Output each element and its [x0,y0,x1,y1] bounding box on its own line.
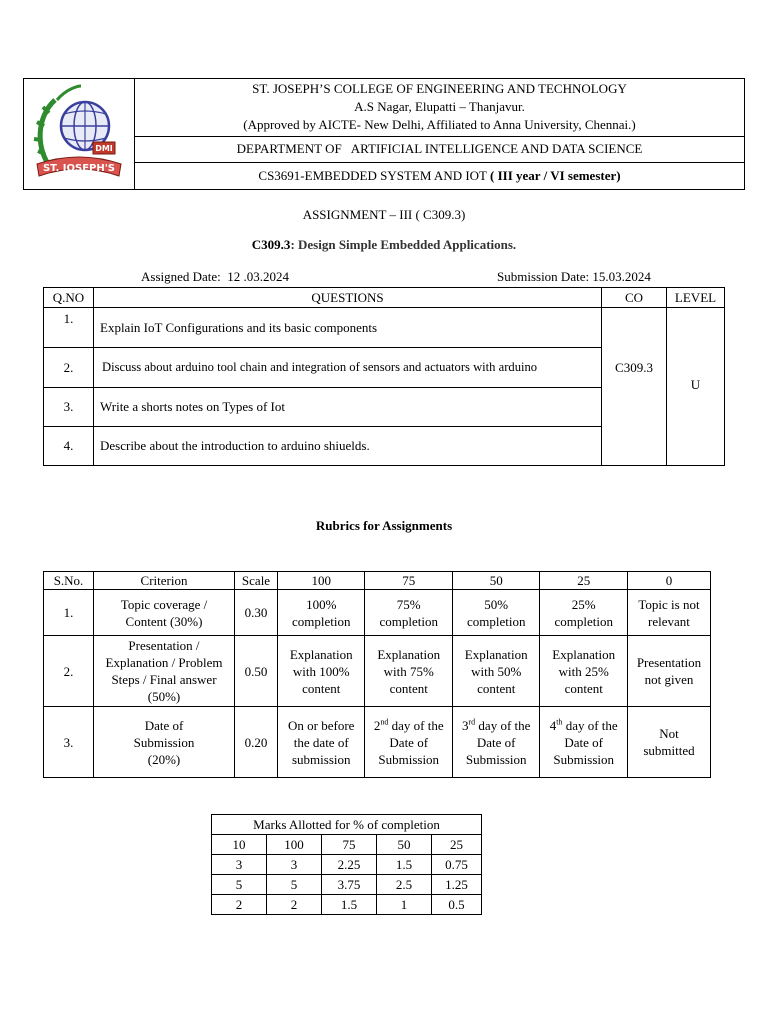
co-code: C309.3 [251,237,291,252]
rubric-header-50: 50 [452,572,539,590]
rubric-criterion: Topic coverage / Content (30%) [94,590,235,636]
college-name: ST. JOSEPH’S COLLEGE OF ENGINEERING AND TECHNOLOGY [252,81,627,97]
marks-cell: 1.5 [322,895,377,915]
marks-cell: 1 [377,895,432,915]
rubric-sno: 1. [44,590,94,636]
marks-header: 100 [267,835,322,855]
rubric-25 [540,707,627,778]
table-row [44,636,711,707]
marks-cell: 2.5 [377,875,432,895]
ordinal-text: day of the Date of Submission [553,717,618,767]
table-row [212,895,482,915]
rubric-75: Explanation with 75% content [365,636,452,707]
marks-cell: 1.5 [377,855,432,875]
rubric-header-75: 75 [365,572,452,590]
rubric-50 [452,707,539,778]
course-title [135,162,745,189]
question-text: Describe about the introduction to arduino shiuelds. [94,427,602,466]
rubric-50: 50% completion [452,590,539,636]
marks-cell: 2 [212,895,267,915]
svg-text:DMI: DMI [95,144,113,153]
marks-cell: 2 [267,895,322,915]
ordinal-text: day of the Date of Submission [378,717,444,767]
college-address: A.S Nagar, Elupatti – Thanjavur. [354,99,525,115]
rubrics-table [43,571,711,778]
rubric-header-25: 25 [540,572,627,590]
rubric-100: On or before the date of submission [278,707,365,778]
marks-header: 50 [377,835,432,855]
header-qno: Q.NO [44,288,94,308]
rubric-criterion: Presentation / Explanation / Problem Steps / Final answer (50%) [94,636,235,707]
svg-text:ST. JOSEPH'S: ST. JOSEPH'S [42,163,116,174]
rubric-75: 75% completion [365,590,452,636]
rubric-0: Topic is not relevant [627,590,710,636]
rubric-scale: 0.30 [235,590,278,636]
marks-cell: 5 [267,875,322,895]
marks-cell: 5 [212,875,267,895]
rubric-100: 100% completion [278,590,365,636]
ordinal-number: 2 [373,717,381,733]
table-row [44,707,711,778]
rubric-50: Explanation with 50% content [452,636,539,707]
marks-header: 75 [322,835,377,855]
marks-cell: 3.75 [322,875,377,895]
marks-title: Marks Allotted for % of completion [212,815,482,835]
rubric-header-sno: S.No. [44,572,94,590]
marks-cell: 3 [267,855,322,875]
marks-header: 25 [432,835,482,855]
rubric-0: Not submitted [627,707,710,778]
rubric-sno: 3. [44,707,94,778]
table-row [212,875,482,895]
question-text: Discuss about arduino tool chain and integration of sensors and actuators with arduino [94,348,602,388]
rubric-25: Explanation with 25% content [540,636,627,707]
co-value: C309.3 [602,308,667,466]
college-logo-cell [24,79,135,190]
ordinal-suffix: rd [468,717,476,727]
ordinal-suffix: th [556,717,563,727]
course-year: ( III year / VI semester) [490,167,621,183]
college-header-table [23,78,745,190]
rubric-criterion [94,707,235,778]
marks-cell: 2.25 [322,855,377,875]
rubric-scale: 0.20 [235,707,278,778]
marks-cell: 3 [212,855,267,875]
questions-table [43,287,725,466]
marks-cell: 0.75 [432,855,482,875]
question-text: Explain IoT Configurations and its basic components [94,308,602,348]
ordinal-suffix: nd [380,717,389,727]
rubric-sno: 2. [44,636,94,707]
marks-header: 10 [212,835,267,855]
header-co: CO [602,288,667,308]
marks-cell: 0.5 [432,895,482,915]
criterion-line: Submission [133,734,195,750]
table-row [44,308,725,348]
college-approval: (Approved by AICTE- New Delhi, Affiliated to Anna University, Chennai.) [243,117,636,133]
question-text: Write a shorts notes on Types of Iot [94,388,602,427]
rubric-25: 25% completion [540,590,627,636]
rubric-scale: 0.50 [235,636,278,707]
rubric-75 [365,707,452,778]
rubric-header-0: 0 [627,572,710,590]
co-text: : Design Simple Embedded Applications. [290,237,517,252]
question-number: 2. [44,348,94,388]
rubric-header-criterion: Criterion [94,572,235,590]
marks-cell: 1.25 [432,875,482,895]
course-code: CS3691-EMBEDDED SYSTEM AND IOT [258,167,491,183]
co-description [0,237,768,253]
header-level: LEVEL [667,288,725,308]
college-info-cell [135,79,745,137]
criterion-line: (20%) [147,751,181,767]
criterion-line: Date of [144,717,184,733]
assigned-date: Assigned Date: 12 .03.2024 [141,269,290,284]
assignment-title: ASSIGNMENT – III ( C309.3) [302,207,466,222]
question-number: 3. [44,388,94,427]
header-questions: QUESTIONS [94,288,602,308]
rubric-0: Presentation not given [627,636,710,707]
table-row [212,855,482,875]
rubric-100: Explanation with 100% content [278,636,365,707]
rubric-header-scale: Scale [235,572,278,590]
rubric-header-100: 100 [278,572,365,590]
ordinal-text: day of the Date of Submission [465,717,531,767]
ordinal-number: 4 [549,717,557,733]
table-row [44,590,711,636]
question-number: 1. [44,308,94,348]
ordinal-number: 3 [462,717,469,733]
question-number: 4. [44,427,94,466]
level-value: U [667,308,725,466]
submission-date: Submission Date: 15.03.2024 [497,269,651,284]
rubrics-title: Rubrics for Assignments [315,518,453,533]
college-logo-icon [31,80,127,184]
marks-table [211,814,482,915]
department-name: DEPARTMENT OF ARTIFICIAL INTELLIGENCE AND DATA SCIENCE [135,136,745,162]
